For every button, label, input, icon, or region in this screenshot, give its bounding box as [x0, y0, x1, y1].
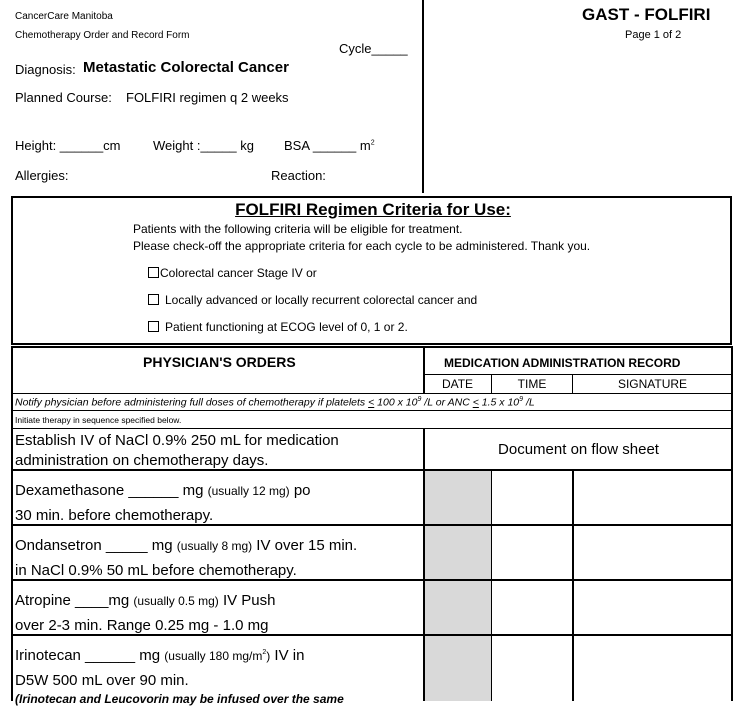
ondansetron-order[interactable]: Ondansetron _____ mg (usually 8 mg) IV over 15 min. — [15, 537, 358, 554]
dexamethasone-order[interactable]: Dexamethasone ______ mg (usually 12 mg) po — [15, 482, 311, 499]
row-line-atro — [11, 579, 733, 581]
weight-field[interactable]: Weight :_____ kg — [153, 138, 254, 153]
criteria-item[interactable]: Patient functioning at ECOG level of 0, 1 or 2. — [148, 320, 408, 334]
initiate-top-line — [11, 410, 733, 411]
notify-top-line — [11, 393, 733, 394]
row-line-onda — [11, 524, 733, 526]
row-line-irino — [11, 634, 733, 636]
time-sig-divider — [572, 469, 574, 701]
time-sig-divider-top — [572, 374, 573, 394]
criteria-item[interactable]: Colorectal cancer Stage IV or — [148, 266, 317, 280]
row-line-dexa — [11, 469, 733, 471]
planned-course-value: FOLFIRI regimen q 2 weeks — [126, 90, 289, 105]
iv-order-line2: administration on chemotherapy days. — [15, 452, 269, 469]
date-column-header: DATE — [441, 377, 474, 391]
signature-column-header: SIGNATURE — [617, 377, 688, 391]
atropine-order[interactable]: Atropine ____mg (usually 0.5 mg) IV Push — [15, 592, 276, 609]
bsa-field[interactable]: BSA ______ $m^2$ — [284, 138, 375, 153]
criteria-intro: Patients with the following criteria will be eligible for treatment. — [133, 222, 463, 236]
header-divider — [422, 0, 424, 193]
height-field[interactable]: Height: ______cm — [15, 138, 121, 153]
cycle-field[interactable]: Cycle_____ — [339, 41, 408, 56]
form-name: Chemotherapy Order and Record Form — [15, 30, 190, 41]
protocol-code: GAST - FOLFIRI — [582, 5, 711, 24]
initiate-note: Initiate therapy in sequence specified below. — [15, 415, 182, 425]
date-time-divider — [491, 469, 492, 701]
criteria-instructions: Please check-off the appropriate criteria for each cycle to be administered. Thank you. — [133, 239, 591, 253]
page-number: Page 1 of 2 — [625, 29, 682, 41]
checkbox[interactable] — [148, 294, 159, 305]
criteria-item[interactable]: Locally advanced or locally recurrent colorectal cancer and — [148, 293, 477, 307]
time-column-header: TIME — [517, 377, 547, 391]
diagnosis-label: Diagnosis: — [15, 62, 76, 77]
iv-top-line — [11, 428, 733, 429]
iv-order-line1: Establish IV of NaCl 0.9% 250 mL for medication — [15, 432, 339, 449]
org-name: CancerCare Manitoba — [15, 11, 113, 22]
mar-header-line — [424, 374, 733, 375]
date-shading — [424, 471, 491, 701]
notify-physician-note: Notify physician before administering full doses of chemotherapy if platelets < 100 x $10^9$ /L or ANC < 1.5 x $10^9$ /L — [15, 396, 535, 409]
checkbox[interactable] — [148, 321, 159, 332]
irinotecan-order[interactable]: Irinotecan ______ mg (usually 180 $mg/m^2$) IV in — [15, 647, 305, 664]
atropine-range: over 2-3 min. Range 0.25 mg - 1.0 mg — [15, 617, 269, 634]
flow-sheet-note: Document on flow sheet — [498, 441, 659, 458]
physician-orders-header: PHYSICIAN'S ORDERS — [143, 354, 296, 370]
diagnosis-value: Metastatic Colorectal Cancer — [83, 59, 289, 76]
orders-mar-divider — [423, 428, 425, 701]
checkbox[interactable] — [148, 267, 159, 278]
mar-header: MEDICATION ADMINISTRATION RECORD — [444, 356, 681, 370]
reaction-field[interactable]: Reaction: — [271, 168, 326, 183]
criteria-title: FOLFIRI Regimen Criteria for Use: — [235, 200, 511, 219]
ondansetron-timing: in NaCl 0.9% 50 mL before chemotherapy. — [15, 562, 297, 579]
allergies-field[interactable]: Allergies: — [15, 168, 69, 183]
irinotecan-note: (Irinotecan and Leucovorin may be infused over the same — [15, 692, 344, 706]
irinotecan-infusion: D5W 500 mL over 90 min. — [15, 672, 189, 689]
dexamethasone-timing: 30 min. before chemotherapy. — [15, 507, 214, 524]
planned-course-label: Planned Course: — [15, 90, 112, 105]
table-top-border — [11, 346, 733, 348]
